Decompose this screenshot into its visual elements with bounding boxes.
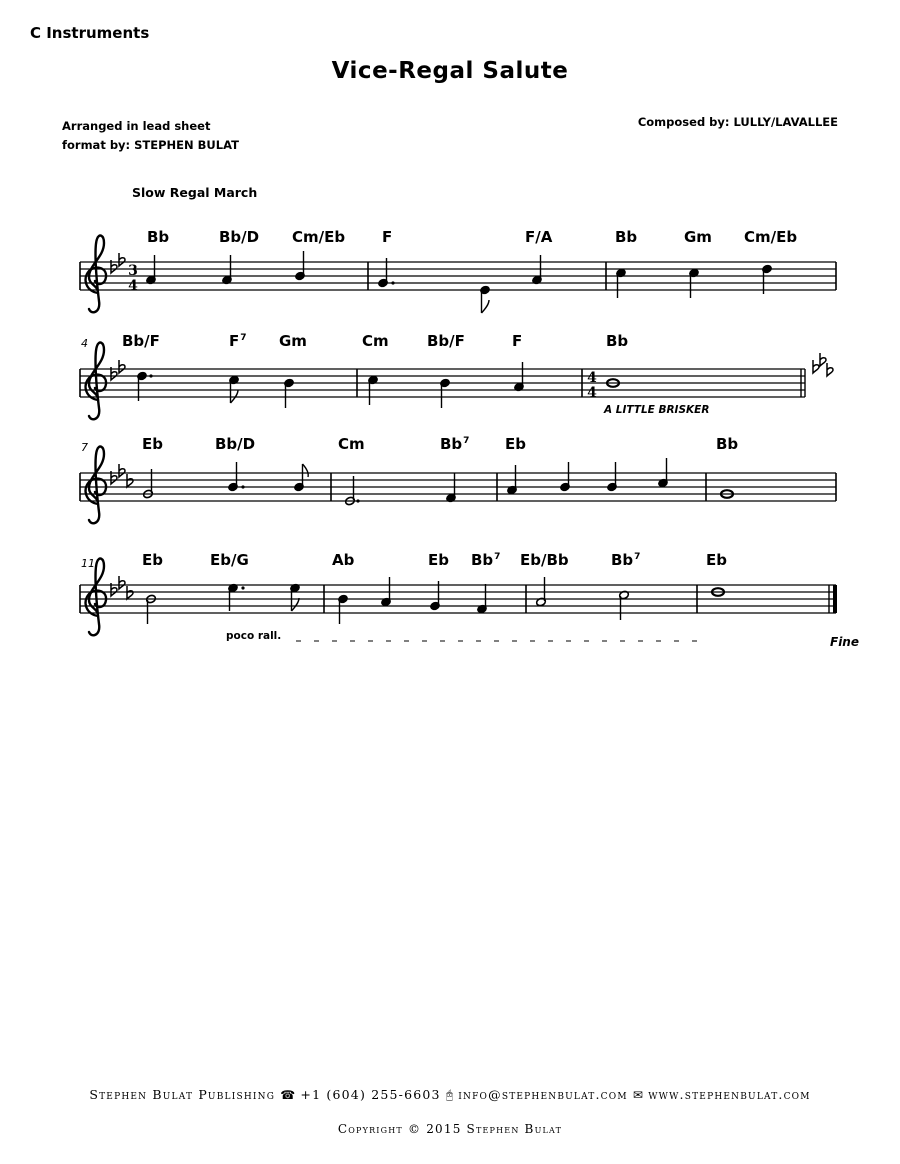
chord-symbol: Cm/Eb xyxy=(292,228,346,246)
part-label: C Instruments xyxy=(30,24,150,42)
chord-symbol: Bb xyxy=(606,332,629,350)
envelope-icon: ✉ xyxy=(632,1088,644,1102)
svg-text:4: 4 xyxy=(587,385,597,401)
fine-marking: Fine xyxy=(830,635,859,649)
chord-symbol: F xyxy=(382,228,393,246)
chord-symbol: Bb$^7$ xyxy=(440,435,470,453)
measure-number: 7 xyxy=(81,441,88,454)
phone-icon: ☎ xyxy=(280,1088,296,1102)
expression-marking: poco rall. xyxy=(226,630,282,642)
svg-text:4: 4 xyxy=(128,278,138,294)
composer-credit: Composed by: LULLY/LAVALLEE xyxy=(637,115,838,129)
chord-symbol: Bb/F xyxy=(122,332,160,350)
expression-marking: A LITTLE BRISKER xyxy=(604,404,710,416)
chord-symbol: Bb$^7$ xyxy=(471,551,501,569)
svg-text:3: 3 xyxy=(128,263,138,279)
chord-symbol: Eb/Bb xyxy=(520,551,569,569)
mouse-icon: 🖰 xyxy=(445,1088,454,1102)
chord-symbol: Bb$^7$ xyxy=(611,551,641,569)
chord-symbol: Cm xyxy=(338,435,365,453)
footer-contact xyxy=(0,1089,900,1102)
chord-symbol: Bb/F xyxy=(427,332,465,350)
measure-number: 11 xyxy=(81,557,95,570)
arranger-line-1: Arranged in lead sheet xyxy=(62,119,211,133)
chord-symbol: Eb xyxy=(505,435,526,453)
chord-symbol: Gm xyxy=(684,228,712,246)
chord-symbol: Bb xyxy=(147,228,170,246)
chord-symbol: Bb/D xyxy=(219,228,260,246)
chord-symbol: F xyxy=(512,332,523,350)
phone-number[interactable]: +1 (604) 255-6603 xyxy=(300,1087,441,1102)
chord-symbol: Gm xyxy=(279,332,307,350)
chord-symbol: $F^7$ xyxy=(229,332,247,350)
chord-symbol: Cm/Eb xyxy=(744,228,798,246)
website-link[interactable]: www.stephenbulat.com xyxy=(648,1087,811,1102)
chord-symbol: Cm xyxy=(362,332,389,350)
svg-text:4: 4 xyxy=(587,370,597,386)
chord-symbol: Ab xyxy=(332,551,355,569)
chord-symbol: Bb xyxy=(716,435,739,453)
measure-number: 4 xyxy=(81,337,88,350)
page-title: Vice-Regal Salute xyxy=(331,58,569,84)
publisher-name: Stephen Bulat Publishing xyxy=(89,1087,276,1102)
copyright-notice: Copyright © 2015 Stephen Bulat xyxy=(337,1122,563,1136)
chord-symbol: Eb xyxy=(706,551,727,569)
chord-symbol: Eb/G xyxy=(210,551,249,569)
chord-symbol: Bb/D xyxy=(215,435,256,453)
chord-symbol: Eb xyxy=(428,551,449,569)
arranger-line-2: format by: STEPHEN BULAT xyxy=(62,138,239,152)
chord-symbol: F/A xyxy=(525,228,553,246)
tempo-marking: Slow Regal March xyxy=(132,185,258,200)
email-link[interactable]: info@stephenbulat.com xyxy=(458,1087,628,1102)
chord-symbol: Eb xyxy=(142,551,163,569)
chord-symbol: Bb xyxy=(615,228,638,246)
chord-symbol: Eb xyxy=(142,435,163,453)
